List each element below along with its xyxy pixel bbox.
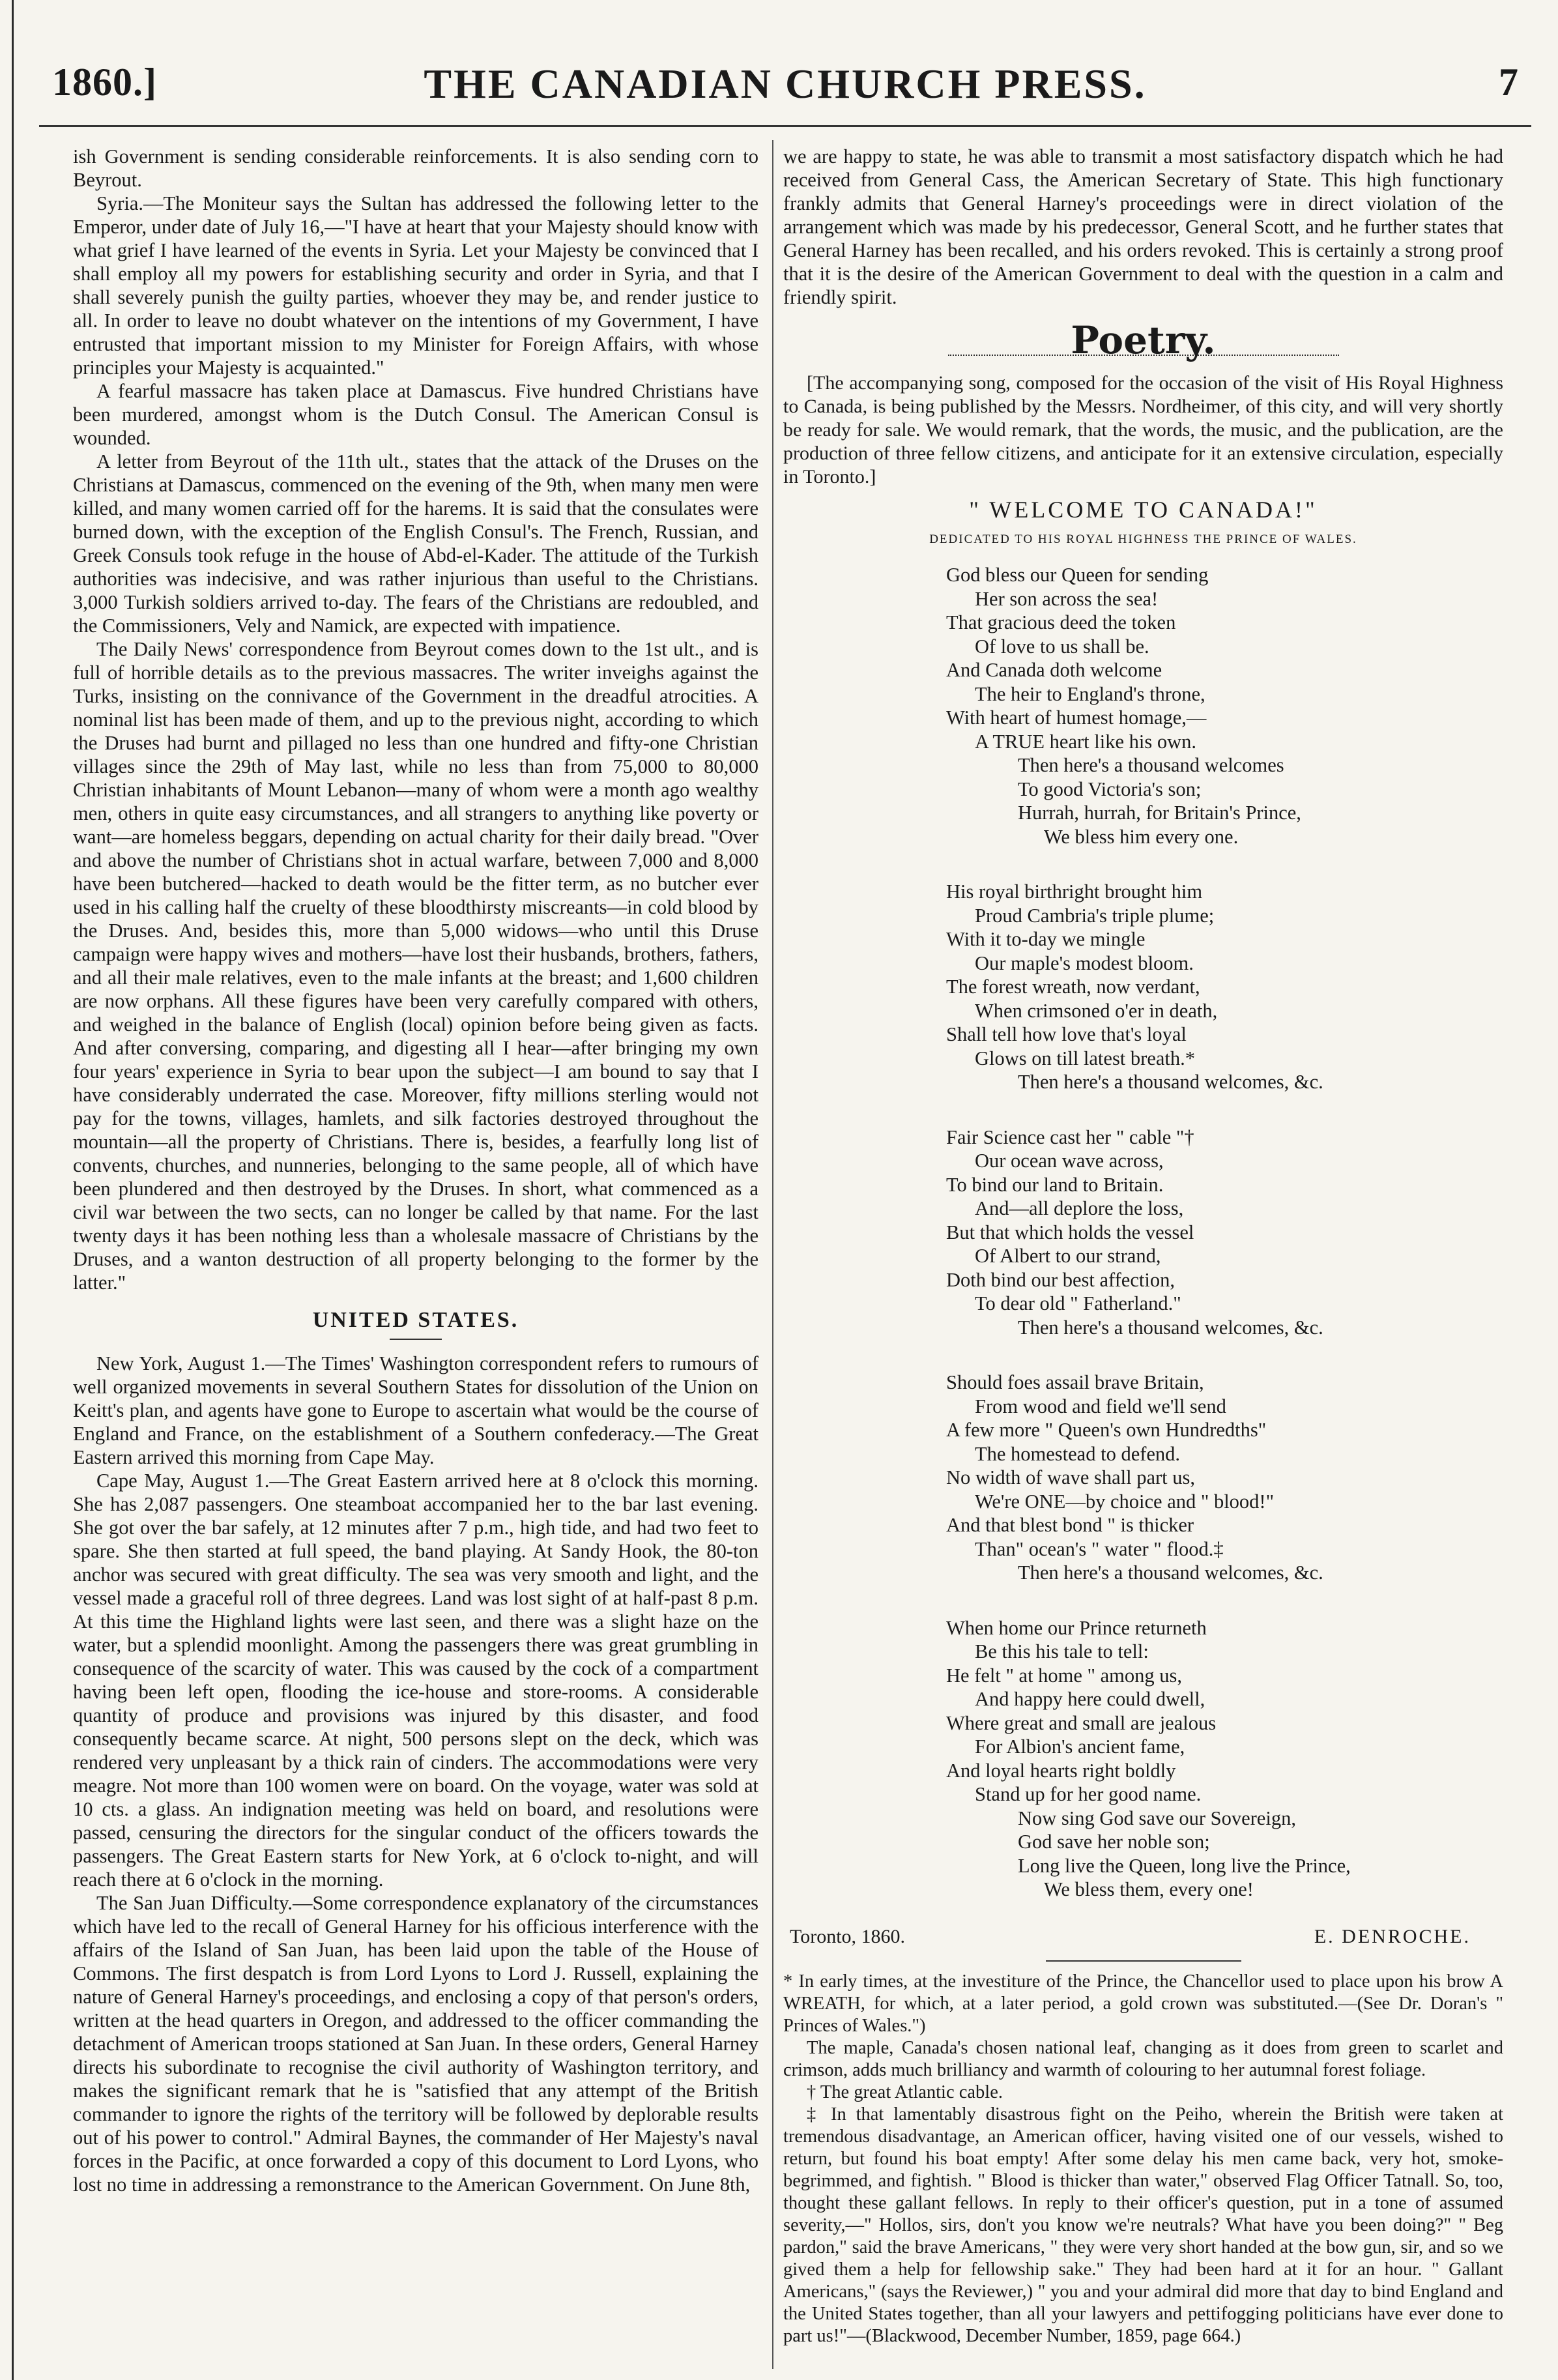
section-heading-text: UNITED STATES.: [312, 1308, 519, 1332]
poem-line: From wood and field we'll send: [975, 1395, 1226, 1417]
poem-line: Should foes assail brave Britain,: [946, 1371, 1204, 1393]
footnotes: [783, 1971, 1503, 2347]
poem-line: Then here's a thousand welcomes, &c.: [1018, 1316, 1323, 1339]
left-column: [73, 145, 758, 2196]
masthead-year: 1860.]: [52, 61, 157, 104]
signature: [790, 1925, 1471, 1949]
poem-line: He felt " at home " among us,: [946, 1664, 1183, 1687]
masthead: [39, 60, 1531, 125]
poem-line: No width of wave shall part us,: [946, 1466, 1196, 1488]
poem-line: Glows on till latest breath.*: [975, 1047, 1195, 1069]
poem-line: To bind our land to Britain.: [946, 1173, 1164, 1196]
poem-line: Stand up for her good name.: [975, 1783, 1202, 1805]
article-paragraph: we are happy to state, he was able to transmit a most satisfactory dispatch which he had received from General Cass, the American Secretary of State. This high functionary frankly admits that General Harney's proceedings were in direct violation of the arrangement which was made by his predecessor, General Scott, and he further states that General Harney has been recalled, and his orders revoked. This is certainly a strong proof that it is the desire of the American Government to deal with the question in a calm and friendly spirit.: [783, 145, 1503, 308]
footnote: The maple, Canada's chosen national leaf, changing as it does from green to scarlet and crimson, adds much brilliancy and warmth of colouring to her autumnal forest foliage.: [783, 2037, 1503, 2080]
poem-line: Of Albert to our strand,: [975, 1245, 1161, 1267]
poem-stanza: [946, 1616, 1503, 1902]
poem-line: And happy here could dwell,: [975, 1688, 1205, 1710]
poem-line: And loyal hearts right boldly: [946, 1759, 1176, 1782]
poem-line: Doth bind our best affection,: [946, 1268, 1175, 1291]
poem-line: For Albion's ancient fame,: [975, 1735, 1185, 1758]
poem-line: That gracious deed the token: [946, 611, 1176, 633]
poem-line: When home our Prince returneth: [946, 1616, 1207, 1639]
song-dedication: DEDICATED TO HIS ROYAL HIGHNESS THE PRINCE OF WALES.: [929, 532, 1357, 546]
masthead-title: THE CANADIAN CHURCH PRESS.: [424, 61, 1147, 107]
margin-rule: [12, 0, 14, 2380]
poem-line: When crimsoned o'er in death,: [975, 999, 1218, 1022]
article-paragraph: New York, August 1.—The Times' Washington correspondent refers to rumours of well organized movements in several Southern States for dissolution of the Union on Keitt's plan, and agents have gone to Europe to ascertain what would be the course of England and France, on the establishment of a Southern confederacy.—The Great Eastern arrived this morning from Cape May.: [73, 1352, 758, 1468]
poem-line: Her son across the sea!: [975, 587, 1159, 610]
poem-line: Hurrah, hurrah, for Britain's Prince,: [1018, 802, 1301, 824]
poem-line: We bless them, every one!: [1044, 1878, 1254, 1900]
poem-line: And Canada doth welcome: [946, 659, 1162, 681]
poem-line: And—all deplore the loss,: [975, 1197, 1184, 1219]
article-paragraph: Cape May, August 1.—The Great Eastern arrived here at 8 o'clock this morning. She has 2,087 passengers. One steamboat accompanied her to the bar last evening. She got over the bar safely, at 12 minutes after 7 p.m., high tide, and had two feet to spare. She then started at full speed, the band playing. At Sandy Hook, the 80-ton anchor was secured with great difficulty. The sea was very smooth and light, and the vessel made a graceful roll of three degrees. Land was lost sight of at half-past 8 p.m. At this time the Highland lights were last seen, and there was a slight haze on the water, but a splendid moonlight. Among the passengers there was great grumbling in consequence of the scarcity of water. This was caused by the cock of a compartment having been left open, flooding the ice-house and store-rooms. A considerable quantity of produce and provisions was injured by this disaster, and food consequently became scarce. At night, 500 persons slept on the deck, which was rendered very unpleasant by a thick rain of cinders. The accommodations were very meagre. Not more than 100 women were on board. On the voyage, water was sold at 10 cts. a glass. An indignation meeting was held on board, and resolutions were passed, censuring the directors for the singular conduct of the officers towards the passengers. The Great Eastern starts for New York, at 6 o'clock to-night, and will reach there at 6 o'clock in the morning.: [73, 1470, 758, 1891]
footnote: † The great Atlantic cable.: [807, 2082, 1003, 2102]
poem-line: Proud Cambria's triple plume;: [975, 904, 1215, 927]
poem: [783, 563, 1503, 1902]
article-paragraph: ish Government is sending considerable reinforcements. It is also sending corn to Beyrout.: [73, 145, 758, 191]
article-paragraph: The San Juan Difficulty.—Some correspondence explanatory of the circumstances which have led to the recall of General Harney for his officious interference with the affairs of the Island of San Juan, has been laid upon the table of the House of Commons. The first despatch is from Lord Lyons to Lord J. Russell, explaining the nature of General Harney's proceedings, and enclosing a copy of that person's orders, written at the head quarters in Oregon, and addressed to the officer commanding the detachment of American troops stationed at San Juan. In these orders, General Harney directs his subordinate to recognise the civil authority of Washington territory, and makes the significant remark that he is "satisfied that any attempt of the British commander to ignore the rights of the territory will be followed by deplorable results out of his power to control." Admiral Baynes, the commander of Her Majesty's naval forces in the Pacific, at once forwarded a copy of this document to Lord Lyons, who lost no time in addressing a remonstrance to the American Government. On June 8th,: [73, 1892, 758, 2196]
poem-line: Our maple's modest bloom.: [975, 951, 1194, 974]
poem-line: His royal birthright brought him: [946, 880, 1203, 903]
poem-line: Shall tell how love that's loyal: [946, 1023, 1187, 1045]
right-column: [783, 145, 1503, 2347]
signature-place: Toronto, 1860.: [790, 1925, 906, 1947]
column-divider: [772, 140, 773, 2369]
poem-line: Now sing God save our Sovereign,: [1018, 1807, 1296, 1829]
poem-line: Fair Science cast her " cable "†: [946, 1125, 1194, 1148]
poem-line: Than" ocean's " water " flood.‡: [975, 1537, 1224, 1560]
poem-line: Then here's a thousand welcomes, &c.: [1018, 1071, 1323, 1093]
signature-name: E. DENROCHE.: [1314, 1925, 1471, 1947]
article-paragraph: Syria.—The Moniteur says the Sultan has addressed the following letter to the Emperor, under date of July 16,—"I have at heart that your Majesty should know with what grief I have learned of the events in Syria. Let your Majesty be convinced that I shall employ all my powers for establishing security and order in Syria, and that I shall severely punish the guilty parties, whoever they may be, and render justice to all. In order to leave no doubt whatever on the intentions of my Government, I have entrusted that important mission to my Minister for Foreign Affairs, with whose principles your Majesty is acquainted.": [73, 192, 758, 379]
editor-note: [The accompanying song, composed for the occasion of the visit of His Royal Highness to Canada, is being published by the Messrs. Nordheimer, of this city, and will very shortly be ready for sale. We would remark, that the words, the music, and the publication, are the production of three fellow citizens, and anticipate for it an extensive circulation, especially in Toronto.]: [783, 372, 1503, 487]
poem-line: We're ONE—by choice and " blood!": [975, 1490, 1275, 1513]
poem-line: Be this his tale to tell:: [975, 1640, 1149, 1662]
article-paragraph: A fearful massacre has taken place at Damascus. Five hundred Christians have been murdered, amongst whom is the Dutch Consul. The American Consul is wounded.: [73, 380, 758, 449]
poem-line: But that which holds the vessel: [946, 1221, 1194, 1243]
footnote: * In early times, at the investiture of the Prince, the Chancellor used to place upon his brow A WREATH, for which, at a later period, a gold crown was substituted.—(See Dr. Doran's " Princes of Wales."): [783, 1971, 1503, 2036]
section-heading-rule: [390, 1339, 442, 1340]
article-paragraph: The Daily News' correspondence from Beyrout comes down to the 1st ult., and is full of horrible details as to the previous massacres. The writer inveighs against the Turks, insisting on the connivance of the Government in the dreadful atrocities. A nominal list has been made of them, and up to the previous night, according to which the Druses had burnt and pillaged no less than one hundred and fifty-one Christian villages since the 29th of May last, while no less than from 75,000 to 80,000 Christian inhabitants of Mount Lebanon—many of whom were a month ago wealthy men, others in quite easy circumstances, and all strangers to anything like poverty or want—are homeless beggars, depending on actual charity for their daily bread. "Over and above the number of Christians shot in actual warfare, between 7,000 and 8,000 have been butchered—hacked to death would be the fitter term, as no butcher ever used in his calling half the cruelty of these bloodthirsty miscreants—in cold blood by the Druses. And, besides this, more than 5,000 widows—who until this Druse campaign were happy wives and mothers—have lost their husbands, brothers, fathers, and all their male relatives, even to the male infants at the breast; and 1,600 children are now orphans. All these figures have been very carefully compared with others, and weighed in the balance of English (local) opinion before being given as facts. And after conversing, comparing, and digesting all I hear—after bringing my own four years' experience in Syria to bear upon the subject—I am bound to say that I have considerably underrated the case. Moreover, fifty millions sterling would not pay for the towns, villages, hamlets, and silk factories destroyed throughout the mountain—all the property of Christians. There is, besides, a fearfully long list of convents, churches, and nunneries, belonging to the same people, all of which have been plundered and then destroyed by the Druses. In short, what commenced as a civil war between the two sects, can no longer be called by that name. For the last twenty days it has been nothing less than a wholesale massacre of Christians by the Druses, and a wanton destruction of all property belonging to the former by the latter.": [73, 638, 758, 1294]
poem-line: Where great and small are jealous: [946, 1711, 1217, 1734]
poem-line: Then here's a thousand welcomes: [1018, 754, 1284, 776]
footnote-rule: [1046, 1960, 1241, 1962]
poem-line: God bless our Queen for sending: [946, 564, 1209, 586]
poem-line: With it to-day we mingle: [946, 928, 1146, 950]
poem-line: A TRUE heart like his own.: [975, 730, 1196, 753]
page-number: 7: [1499, 61, 1518, 104]
poem-line: Long live the Queen, long live the Prince,: [1018, 1854, 1351, 1877]
poem-line: We bless him every one.: [1044, 825, 1239, 848]
poem-line: Our ocean wave across,: [975, 1150, 1164, 1172]
poem-line: A few more " Queen's own Hundredths": [946, 1419, 1267, 1441]
song-title: " WELCOME TO CANADA!": [969, 497, 1318, 523]
section-heading: [73, 1309, 758, 1340]
header-rule: [39, 125, 1531, 127]
poem-line: To dear old " Fatherland.": [975, 1292, 1181, 1314]
poem-stanza: [946, 1371, 1503, 1585]
poem-line: With heart of humest homage,—: [946, 706, 1207, 729]
poem-line: To good Victoria's son;: [1018, 777, 1202, 800]
poem-stanza: [946, 880, 1503, 1094]
poetry-heading: Poetry.: [1071, 318, 1216, 362]
poem-line: God save her noble son;: [1018, 1831, 1210, 1853]
poem-line: The heir to England's throne,: [975, 682, 1205, 705]
article-paragraph: A letter from Beyrout of the 11th ult., states that the attack of the Druses on the Christians at Damascus, commenced on the evening of the 9th, when many men were killed, and many women carried off for the harems. It is said that the consulates were burned down, with the exception of the English Consul's. The French, Russian, and Greek Consuls took refuge in the house of Abd-el-Kader. The attitude of the Turkish authorities was indecisive, and was rather injurious than useful to the Christians. 3,000 Turkish soldiers arrived to-day. The fears of the Christians are redoubled, and the Commissioners, Vely and Namick, are expected with impatience.: [73, 450, 758, 637]
poem-line: Then here's a thousand welcomes, &c.: [1018, 1561, 1323, 1584]
poem-line: Of love to us shall be.: [975, 635, 1149, 658]
poem-line: The forest wreath, now verdant,: [946, 976, 1200, 998]
poem-stanza: [946, 563, 1503, 849]
poem-line: And that blest bond " is thicker: [946, 1514, 1194, 1536]
poem-stanza: [946, 1125, 1503, 1340]
poem-line: The homestead to defend.: [975, 1442, 1181, 1465]
footnote: ‡ In that lamentably disastrous fight on the Peiho, wherein the British were taken at tremendous disadvantage, an American officer, having visited one of our vessels, wished to return, but found his boat empty! After some delay his men came back, very hot, smoke-begrimmed, and fightish. " Blood is thicker than water," observed Flag Officer Tatnall. So, too, thought these gallant fellows. In reply to their officer's question, put in a tone of assumed severity,—" Hollos, sirs, don't you know we're neutrals? What have you been doing?" " Beg pardon," said the brave Americans, " they were very short handed at the bow gun, sir, and so we gived them a help for fellowship sake." They had been hard at it for an hour. " Gallant Americans," (says the Reviewer,) " you and your admiral did more that day to bind England and the United States together, than all your lawyers and pettifogging politicians have ever done to part us!"—(Blackwood, December Number, 1859, page 664.): [783, 2104, 1503, 2346]
